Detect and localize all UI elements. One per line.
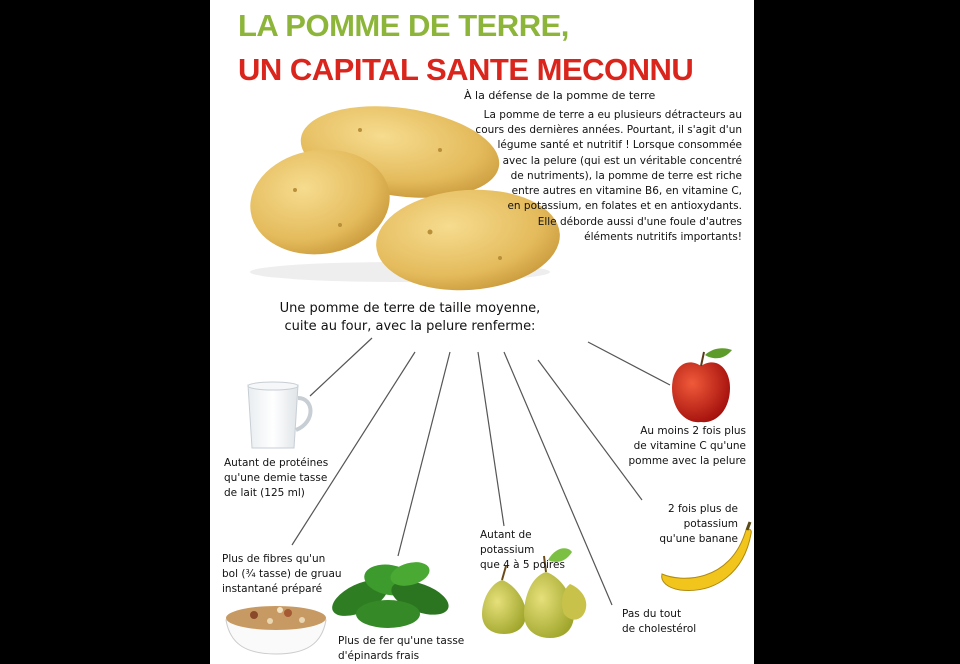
fact-line: potassium	[480, 544, 535, 557]
fact-line: qu'une banane	[659, 533, 738, 546]
fact-line: instantané préparé	[222, 583, 323, 596]
fact-line: Plus de fer qu'une tasse	[338, 635, 465, 647]
intro-line: La pomme de terre a eu plusieurs détracteurs au	[483, 109, 742, 121]
infographic-poster	[210, 0, 754, 664]
title-line-1: LA POMME DE TERRE,	[238, 8, 569, 43]
fact-line: Pas du tout	[622, 608, 682, 620]
intro-line: entre autres en vitamine B6, en vitamine C,	[511, 185, 742, 198]
fact-line: de vitamine C qu'une	[633, 440, 746, 453]
apple-icon	[672, 348, 732, 422]
fact-line: Autant de protéines	[224, 457, 329, 469]
fact-line: Autant de	[480, 529, 532, 541]
fact-line: 2 fois plus de	[667, 503, 738, 515]
intro-line: légume santé et nutritif ! Lorsque consommée	[497, 139, 742, 152]
fact-spinach	[338, 634, 464, 664]
fact-line: pomme avec la pelure	[628, 455, 746, 468]
fact-line: de lait (125 ml)	[224, 487, 305, 500]
fact-line: qu'une demie tasse	[224, 472, 328, 485]
fact-line: que 4 à 5 poires	[480, 559, 565, 572]
intro-line: éléments nutritifs importants!	[584, 230, 742, 243]
fact-oatmeal	[222, 552, 342, 598]
milk-glass-icon	[248, 382, 311, 448]
intro-line: de nutriments), la pomme de terre est riche	[510, 169, 742, 182]
fact-line: de cholestérol	[622, 623, 697, 636]
fact-line: d'épinards frais	[338, 650, 420, 663]
fact-line: bol (¾ tasse) de gruau	[222, 568, 342, 581]
intro-paragraph	[475, 108, 742, 245]
fact-cholesterol	[622, 607, 696, 637]
fact-apple	[629, 424, 747, 470]
fact-banana	[659, 502, 738, 548]
spinach-icon	[327, 558, 453, 628]
intro-line: en potassium, en folates et en antioxydants.	[507, 200, 742, 213]
oatmeal-bowl-icon	[226, 606, 326, 654]
fact-line: Au moins 2 fois plus	[640, 425, 746, 437]
lead-line-2: cuite au four, avec la pelure renferme:	[284, 319, 536, 335]
lead-text	[210, 300, 610, 336]
intro-line: avec la pelure (qui est un véritable concentré	[502, 154, 742, 167]
intro-line: Elle déborde aussi d'une foule d'autres	[537, 215, 742, 228]
fact-milk	[224, 456, 328, 502]
fact-line: Plus de fibres qu'un	[222, 553, 326, 565]
intro-heading: À la défense de la pomme de terre	[464, 89, 656, 102]
intro-line: cours des dernières années. Pourtant, il s'agit d'un	[475, 124, 742, 137]
fact-line: potassium	[683, 518, 738, 531]
title-line-2: UN CAPITAL SANTE MECONNU	[238, 52, 694, 87]
lead-line-1: Une pomme de terre de taille moyenne,	[279, 301, 541, 316]
fact-pears	[480, 528, 565, 574]
